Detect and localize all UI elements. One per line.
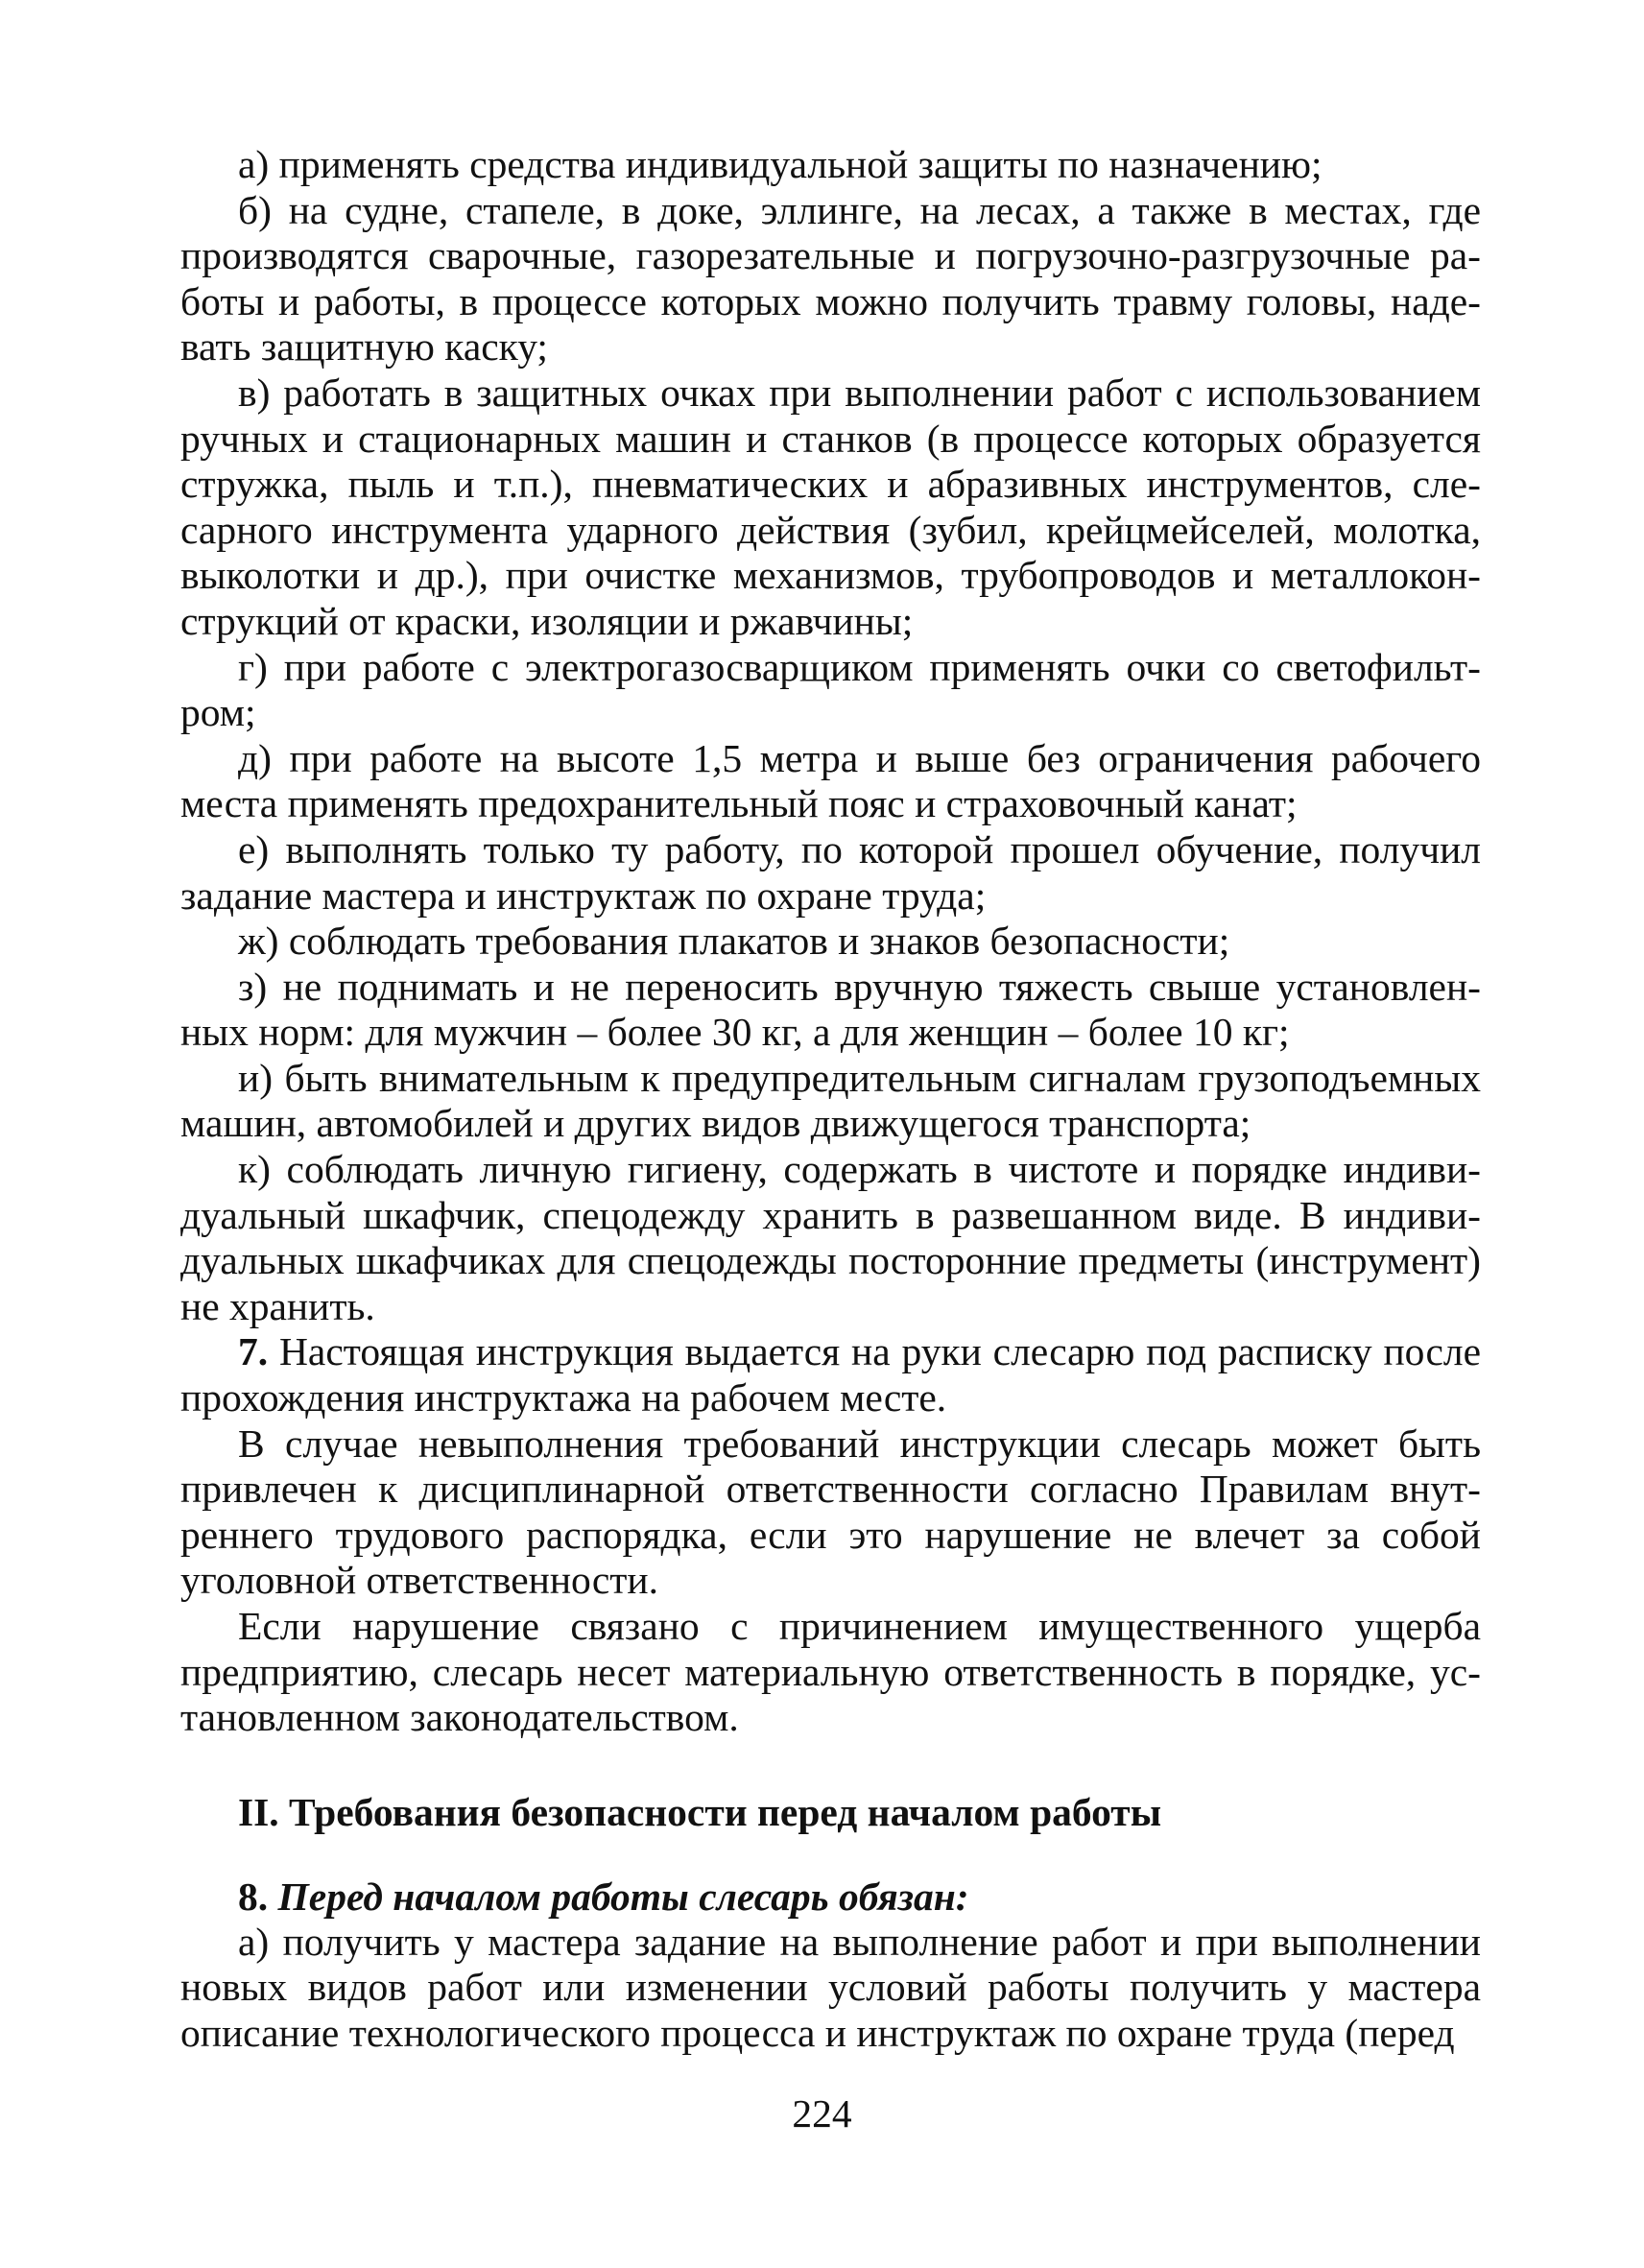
paragraph-b: б) на судне, стапеле, в доке, эллинге, на лесах, а также в местах, где производятся сварочные, газорезательные и погрузочно-разгрузочные работы и работы, в процессе которых можно получить травму головы, надевать защитную каску; — [180, 187, 1481, 370]
section-heading: II. Требования безопасности перед началом работы — [238, 1789, 1162, 1834]
paragraph-e: е) выполнять только ту работу, по которой прошел обучение, получил задание мастера и инструктаж по охране труда; — [180, 826, 1481, 918]
paragraph-zh: ж) соблюдать требования плакатов и знаков безопасности; — [238, 919, 1230, 964]
paragraph-v: в) работать в защитных очках при выполнении работ с использованием ручных и стационарных машин и станков (в процессе которых образуется стружка, пыль и т.п.), пневматических и абразивных инструментов, слесарного инструмента ударного действия (зубил, крейцмейселей, молотка, выколотки и др.), при очистке механизмов, трубопроводов и металлоконструкций от краски, изоляции и ржавчины; — [180, 370, 1481, 643]
paragraph-d: д) при работе на высоте 1,5 метра и выше без ограничения рабочего места применять предохранительный пояс и страховочный канат; — [180, 735, 1481, 826]
document-page — [180, 142, 1481, 2057]
paragraph-7 — [180, 1329, 1481, 1420]
paragraph-8-heading: Перед началом работы слесарь обязан: — [268, 1874, 969, 1919]
paragraph-z: з) не поднимать и не переносить вручную тяжесть свыше установленных норм: для мужчин – более 30 кг, а для женщин – более 10 кг; — [180, 964, 1481, 1055]
paragraph-a: а) применять средства индивидуальной защиты по назначению; — [238, 142, 1322, 186]
paragraph-8-title — [180, 1874, 1481, 1920]
paragraph-7-text: Настоящая инструкция выдается на руки слесарю под расписку после прохождения инструктажа на рабочем месте. — [180, 1329, 1481, 1420]
paragraph-i: и) быть внимательным к предупредительным сигналам грузоподъемных машин, автомобилей и других видов движущегося транспорта; — [180, 1055, 1481, 1146]
paragraph-k: к) соблюдать личную гигиену, содержать в чистоте и порядке индивидуальный шкафчик, спецодежду хранить в развешанном виде. В индивидуальных шкафчиках для спецодежды посторонние предметы (инструмент) не хранить. — [180, 1147, 1481, 1328]
page-number: 224 — [792, 2091, 852, 2136]
paragraph-8-number: 8. — [238, 1874, 269, 1919]
paragraph-7-number: 7. — [238, 1329, 269, 1374]
paragraph-8-a: а) получить у мастера задание на выполнение работ и при выполнении новых видов работ или изменении условий работы получить у мастера описание технологического процесса и инструктаж по охране труда (перед — [180, 1919, 1481, 2055]
paragraph-damage: Если нарушение связано с причинением имущественного ущерба предприятию, слесарь несет материальную ответственность в порядке, установленном законодательством. — [180, 1604, 1481, 1740]
paragraph-g: г) при работе с электрогазосварщиком применять очки со светофильтром; — [180, 644, 1481, 735]
paragraph-violation: В случае невыполнения требований инструкции слесарь может быть привлечен к дисциплинарной ответственности согласно Правилам внутреннего трудового распорядка, если это нарушение не влечет за собой уголовной ответственности. — [180, 1420, 1481, 1603]
